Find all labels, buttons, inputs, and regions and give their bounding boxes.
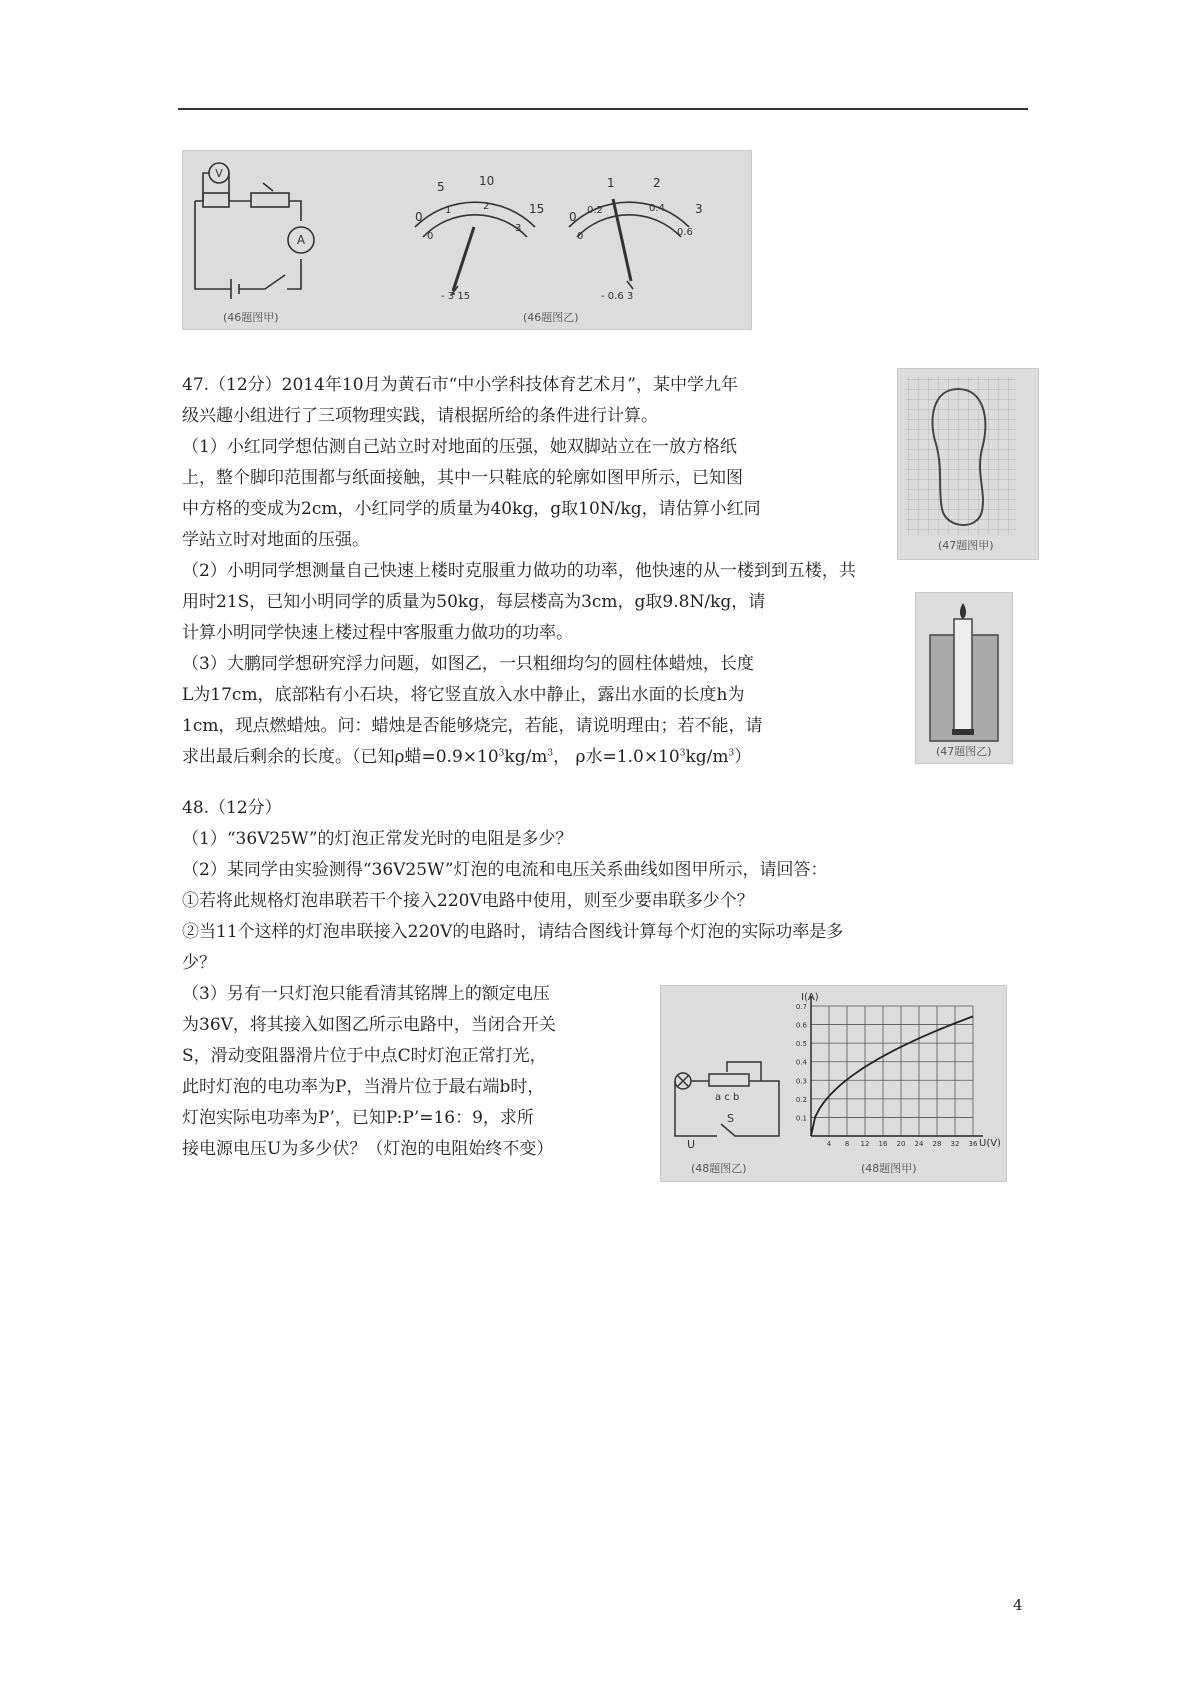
voltmeter-dial — [415, 202, 535, 294]
q47-line-1: 47.（12分）2014年10月为黄石市“中小学科技体育艺术月”，某中学九年 — [182, 375, 738, 395]
q47-line-13-b: kg/m — [504, 747, 548, 767]
header-rule — [178, 108, 1028, 110]
q47-line-13 — [182, 742, 856, 773]
iu-curve — [811, 1016, 973, 1136]
voltmeter-inner-0: 0 — [427, 231, 434, 242]
ammeter-inner-0.6: 0.6 — [677, 227, 693, 238]
ammeter-outer-0: 0 — [569, 210, 577, 224]
q48-line-3: （2）某同学由实验测得“36V25W”灯泡的电流和电压关系曲线如图甲所示，请回答： — [182, 860, 828, 880]
q48-line-6: 少？ — [182, 953, 216, 973]
q47-line-8: 用时21S，已知小明同学的质量为50kg，每层楼高为3cm，g取9.8N/kg，请 — [182, 592, 766, 612]
q47-line-6: 学站立时对地面的压强。 — [182, 530, 369, 550]
x-tick-label: 8 — [844, 1140, 850, 1148]
x-tick-label: 36 — [968, 1140, 978, 1148]
y-axis-label: I(A) — [801, 992, 819, 1003]
q47-line-5: 中方格的变成为2cm，小红同学的质量为40kg，g取10N/kg，请估算小红同 — [182, 499, 761, 519]
q47-line-13-e: ） — [734, 747, 752, 767]
ammeter-outer-2: 2 — [653, 176, 661, 190]
x-axis-label: U(V) — [979, 1138, 1001, 1149]
q47-line-13-c: ， ρ水=1.0×10 — [553, 747, 680, 767]
q48-line-7: （3）另有一只灯泡只能看清其铭牌上的额定电压 — [182, 984, 550, 1004]
voltmeter-outer-10: 10 — [479, 174, 495, 188]
sup-3: 3 — [679, 748, 686, 759]
figure-48 — [660, 985, 1007, 1182]
q47-line-10: （3）大鹏同学想研究浮力问题，如图乙，一只粗细均匀的圆柱体蜡烛，长度 — [182, 654, 754, 674]
question-47 — [182, 370, 856, 773]
x-tick-label: 4 — [826, 1140, 832, 1148]
page-number: 4 — [1013, 1596, 1023, 1614]
x-tick-label: 16 — [878, 1140, 888, 1148]
q47-line-13-a: 求出最后剩余的长度。（已知ρ蜡=0.9×10 — [182, 747, 499, 767]
q47-line-12: 1cm，现点燃蜡烛。问：蜡烛是否能够烧完，若能，请说明理由；若不能，请 — [182, 716, 763, 736]
caption-47a: (47题图甲) — [938, 539, 994, 552]
flame-icon — [960, 603, 966, 619]
sup-3: 3 — [498, 748, 505, 759]
stone — [952, 729, 974, 735]
candle — [954, 619, 972, 731]
y-tick-label: 0.6 — [795, 1021, 807, 1030]
ammeter-inner-0.2: 0.2 — [587, 205, 603, 216]
q47-line-3: （1）小红同学想估测自己站立时对地面的压强，她双脚站立在一放方格纸 — [182, 437, 737, 457]
q48-line-8: 为36V，将其接入如图乙所示电路中，当闭合开关 — [182, 1015, 556, 1035]
q48-line-5: ②当11个这样的灯泡串联接入220V的电路时，请结合图线计算每个灯泡的实际功率是多 — [182, 922, 844, 942]
y-tick-label: 0.3 — [795, 1077, 807, 1086]
q47-line-2: 级兴趣小组进行了三项物理实践，请根据所给的条件进行计算。 — [182, 406, 658, 426]
sup-3: 3 — [547, 748, 554, 759]
q48-line-12: 接电源电压U为多少伏？（灯泡的电阻始终不变） — [182, 1139, 554, 1159]
y-tick-label: 0.2 — [795, 1095, 807, 1104]
caption-46b: (46题图乙) — [523, 311, 579, 324]
voltmeter-inner-2: 2 — [483, 201, 490, 212]
y-tick-label: 0.4 — [795, 1058, 807, 1067]
q48-line-11: 灯泡实际电功率为P’，已知P:P’=16：9，求所 — [182, 1108, 534, 1128]
x-tick-label: 12 — [860, 1140, 870, 1148]
ammeter-inner-0: 0 — [577, 231, 584, 242]
caption-48b: (48题图乙) — [691, 1162, 747, 1175]
y-tick-label: 0.7 — [795, 1003, 807, 1011]
q48-line-2: （1）“36V25W”的灯泡正常发光时的电阻是多少？ — [182, 829, 573, 849]
iu-curve-graph — [796, 996, 983, 1148]
q48-line-10: 此时灯泡的电功率为P，当滑片位于最右端b时， — [182, 1077, 545, 1097]
voltmeter-inner-3: 3 — [515, 223, 522, 234]
y-tick-label: 0.5 — [795, 1040, 807, 1049]
figure-46 — [182, 150, 752, 330]
voltmeter-outer-5: 5 — [437, 180, 445, 194]
q48-line-4: ①若将此规格灯泡串联若干个接入220V电路中使用，则至少要串联多少个？ — [182, 891, 754, 911]
voltmeter-inner-1: 1 — [445, 205, 452, 216]
ammeter-inner-0.4: 0.4 — [649, 203, 665, 214]
switch-label: S — [727, 1112, 734, 1125]
figure-47a — [897, 368, 1039, 560]
x-tick-label: 28 — [932, 1140, 942, 1148]
q47-line-4: 上，整个脚印范围都与纸面接触，其中一只鞋底的轮廓如图甲所示，已知图 — [182, 468, 743, 488]
q47-line-13-d: kg/m — [685, 747, 729, 767]
caption-47b: (47题图乙) — [936, 745, 992, 758]
ammeter-terminals: - 0.6 3 — [601, 291, 634, 302]
x-tick-label: 20 — [896, 1140, 906, 1148]
voltmeter-outer-15: 15 — [529, 202, 545, 216]
ammeter-outer-3: 3 — [695, 202, 703, 216]
q47-line-7: （2）小明同学想测量自己快速上楼时克服重力做功的功率，他快速的从一楼到到五楼，共 — [182, 561, 856, 581]
voltmeter-outer-0: 0 — [415, 210, 423, 224]
caption-46a: (46题图甲) — [223, 311, 279, 324]
q48-line-1: 48.（12分） — [182, 798, 282, 818]
y-tick-label: 0.1 — [795, 1114, 807, 1123]
ammeter-symbol-label: A — [296, 233, 306, 247]
caption-48a: (48题图甲) — [861, 1162, 917, 1175]
sup-3: 3 — [728, 748, 735, 759]
q48-line-9: S，滑动变阻器滑片位于中点C时灯泡正常打光， — [182, 1046, 547, 1066]
ammeter-outer-1: 1 — [607, 176, 615, 190]
q47-line-9: 计算小明同学快速上楼过程中客服重力做功的功率。 — [182, 623, 573, 643]
x-tick-label: 32 — [950, 1140, 960, 1148]
voltmeter-terminals: - 3 15 — [441, 291, 471, 302]
x-tick-label: 24 — [914, 1140, 924, 1148]
circuit-diagram-46a — [195, 163, 314, 299]
supply-voltage-label: U — [687, 1138, 696, 1151]
rheostat-terminals-label: a c b — [715, 1092, 740, 1103]
voltmeter-symbol-label: V — [215, 167, 223, 180]
figure-47b — [915, 592, 1013, 764]
q47-line-11: L为17cm，底部粘有小石块，将它竖直放入水中静止，露出水面的长度h为 — [182, 685, 745, 705]
